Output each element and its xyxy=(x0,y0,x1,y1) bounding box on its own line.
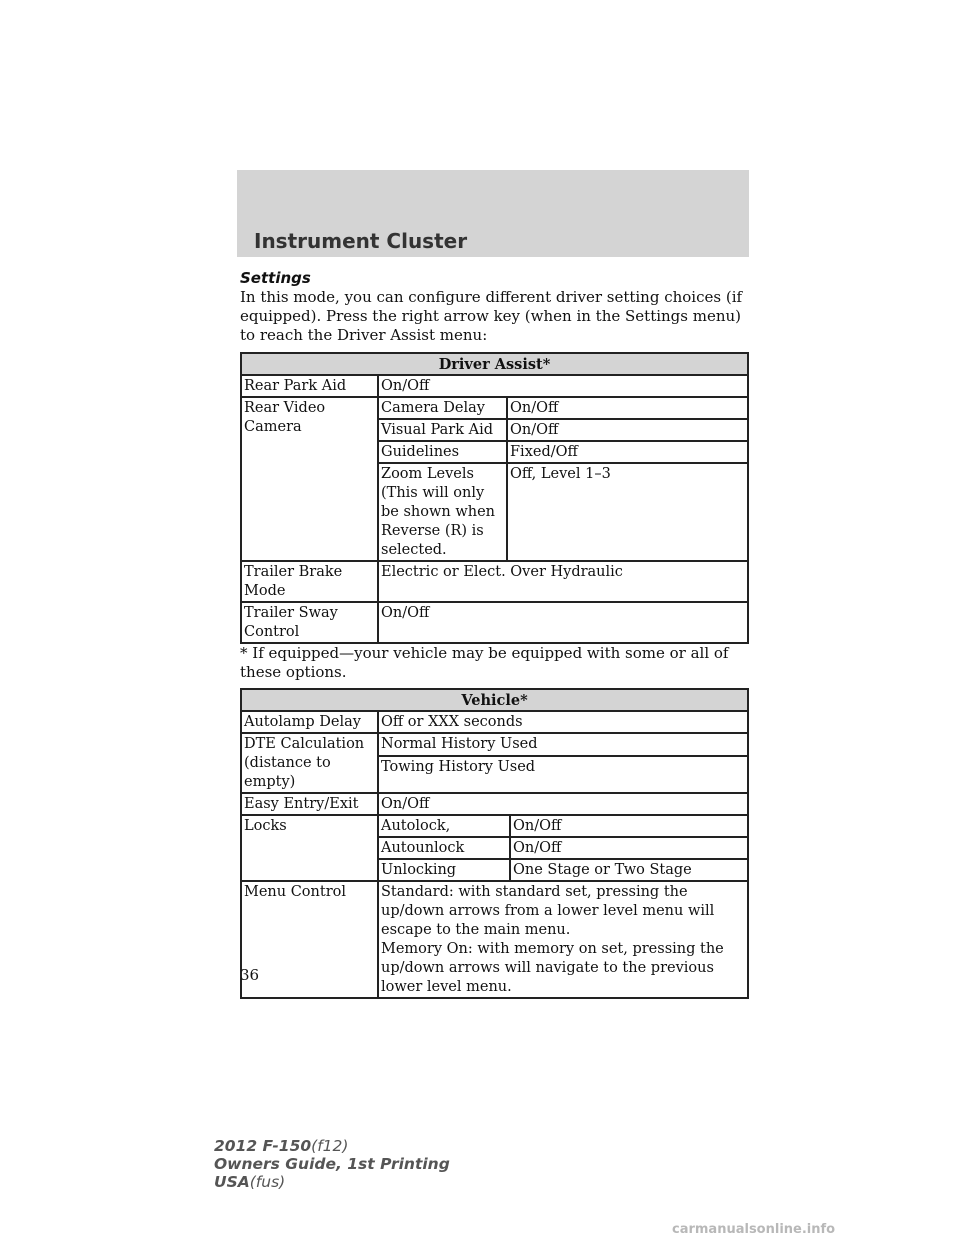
autounlock-label: Autounlock xyxy=(378,837,510,859)
table-row xyxy=(241,711,748,733)
table-header-row xyxy=(241,689,748,711)
dte-normal-value: Normal History Used xyxy=(378,733,748,756)
table-row xyxy=(241,815,748,837)
footer-guide: Owners Guide, 1st Printing xyxy=(214,1155,450,1173)
trailer-brake-mode-value: Electric or Elect. Over Hydraulic xyxy=(378,561,748,602)
table-row xyxy=(241,733,748,756)
autolock-label: Autolock, xyxy=(378,815,510,837)
trailer-brake-mode-label: Trailer Brake Mode xyxy=(241,561,378,602)
print-footer xyxy=(214,1137,450,1191)
autolamp-delay-value: Off or XXX seconds xyxy=(378,711,748,733)
page-content xyxy=(240,269,750,999)
visual-park-aid-label: Visual Park Aid xyxy=(378,419,507,441)
autolamp-delay-label: Autolamp Delay xyxy=(241,711,378,733)
footer-line-3 xyxy=(214,1173,450,1191)
autounlock-value: On/Off xyxy=(510,837,748,859)
unlocking-label: Unlocking xyxy=(378,859,510,881)
rear-video-camera-label: Rear Video Camera xyxy=(241,397,378,561)
table-row xyxy=(241,375,748,397)
camera-delay-value: On/Off xyxy=(507,397,748,419)
locks-label: Locks xyxy=(241,815,378,881)
vehicle-title: Vehicle* xyxy=(241,689,748,711)
zoom-levels-label: Zoom Levels (This will only be shown when Reverse (R) is selected. xyxy=(378,463,507,561)
section-heading: Settings xyxy=(240,269,311,287)
table-row xyxy=(241,397,748,419)
footer-model-code: (f12) xyxy=(311,1137,349,1155)
zoom-levels-value: Off, Level 1–3 xyxy=(507,463,748,561)
driver-assist-title: Driver Assist* xyxy=(241,353,748,375)
watermark: carmanualsonline.info xyxy=(672,1222,836,1237)
page-title: Instrument Cluster xyxy=(254,229,468,253)
menu-control-value xyxy=(378,881,748,998)
menu-control-memory: Memory On: with memory on set, pressing the up/down arrows will navigate to the previous lower level menu. xyxy=(381,941,724,995)
menu-control-standard: Standard: with standard set, pressing the up/down arrows from a lower level menu will escape to the main menu. xyxy=(381,884,715,938)
table-row xyxy=(241,561,748,602)
dte-calculation-label: DTE Calculation (distance to empty) xyxy=(241,733,378,793)
table-row xyxy=(241,881,748,998)
visual-park-aid-value: On/Off xyxy=(507,419,748,441)
footer-market: USA xyxy=(214,1173,250,1191)
easy-entry-exit-value: On/Off xyxy=(378,793,748,815)
rear-park-aid-value: On/Off xyxy=(378,375,748,397)
footer-model: 2012 F-150 xyxy=(214,1137,312,1155)
table-header-row xyxy=(241,353,748,375)
unlocking-value: One Stage or Two Stage xyxy=(510,859,748,881)
menu-control-label: Menu Control xyxy=(241,881,378,998)
vehicle-table xyxy=(240,688,749,999)
trailer-sway-control-value: On/Off xyxy=(378,602,748,643)
trailer-sway-control-label: Trailer Sway Control xyxy=(241,602,378,643)
camera-delay-label: Camera Delay xyxy=(378,397,507,419)
autolock-value: On/Off xyxy=(510,815,748,837)
header-band xyxy=(237,170,749,257)
dte-towing-value: Towing History Used xyxy=(378,756,748,793)
guidelines-value: Fixed/Off xyxy=(507,441,748,463)
guidelines-label: Guidelines xyxy=(378,441,507,463)
intro-paragraph: In this mode, you can configure different driver setting choices (if equipped). Press the right arrow key (when in the Settings menu) to reach the Driver Assist menu: xyxy=(240,288,743,344)
easy-entry-exit-label: Easy Entry/Exit xyxy=(241,793,378,815)
footer-market-code: (fus) xyxy=(249,1173,286,1191)
table-row xyxy=(241,602,748,643)
footnote: * If equipped—your vehicle may be equipped with some or all of these options. xyxy=(240,644,729,681)
table-row xyxy=(241,793,748,815)
footer-line-2 xyxy=(214,1155,450,1173)
page-number: 36 xyxy=(240,966,260,984)
rear-park-aid-label: Rear Park Aid xyxy=(241,375,378,397)
footer-line-1 xyxy=(214,1137,450,1155)
driver-assist-table xyxy=(240,352,749,644)
